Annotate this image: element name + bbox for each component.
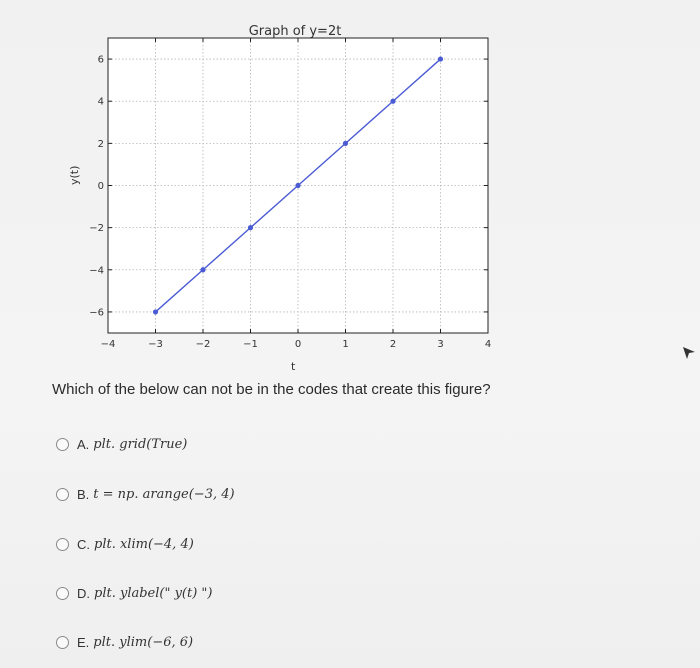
y-tick-label: 6 <box>97 54 104 66</box>
x-tick-label: 2 <box>389 339 397 350</box>
y-tick-label: 0 <box>97 181 104 192</box>
data-point <box>438 56 443 61</box>
y-axis-label: y(t) <box>68 165 81 185</box>
option-code: t = np. arange(−3, 4) <box>93 487 235 502</box>
data-point <box>248 225 253 230</box>
data-point <box>153 309 158 314</box>
data-point <box>295 183 300 188</box>
x-tick-label: 0 <box>294 339 302 350</box>
y-tick-label: 4 <box>97 96 104 108</box>
x-tick-label: 1 <box>342 339 349 350</box>
option-letter: B. <box>77 487 90 502</box>
y-tick-label: −4 <box>89 265 104 277</box>
x-tick-label: 4 <box>484 339 492 350</box>
radio-button[interactable] <box>56 587 69 600</box>
option-code: plt. ylim(−6, 6) <box>93 635 194 650</box>
radio-button[interactable] <box>56 488 69 501</box>
radio-button[interactable] <box>56 636 69 649</box>
radio-button[interactable] <box>56 438 69 451</box>
option-code: plt. ylabel(" y(t) ") <box>94 586 213 601</box>
option-code: plt. xlim(−4, 4) <box>94 537 194 552</box>
y-tick-label: −6 <box>89 307 104 319</box>
x-tick-label: −4 <box>100 339 116 350</box>
x-tick-label: −2 <box>195 339 211 350</box>
option-code: plt. grid(True) <box>93 437 188 452</box>
x-tick-label: −1 <box>243 339 258 350</box>
y-tick-label: 2 <box>97 138 104 150</box>
option-letter: E. <box>77 635 90 650</box>
data-point <box>390 99 395 104</box>
option-a[interactable] <box>56 437 187 452</box>
x-tick-label: 3 <box>437 339 444 350</box>
x-axis-label: t <box>291 360 296 373</box>
option-c[interactable] <box>56 537 194 552</box>
option-e[interactable] <box>56 635 193 650</box>
mouse-cursor-icon <box>682 346 696 360</box>
data-point <box>343 141 348 146</box>
question-text: Which of the below can not be in the codes that create this figure? <box>52 381 491 398</box>
y-tick-label: −2 <box>89 223 104 235</box>
option-letter: A. <box>77 437 90 452</box>
x-tick-label: −3 <box>148 339 163 350</box>
option-letter: C. <box>77 537 90 552</box>
option-letter: D. <box>77 586 90 601</box>
data-point <box>200 267 205 272</box>
chart-title: Graph of y=2t <box>248 24 342 39</box>
radio-button[interactable] <box>56 538 69 551</box>
option-b[interactable] <box>56 487 235 502</box>
option-d[interactable] <box>56 586 212 601</box>
